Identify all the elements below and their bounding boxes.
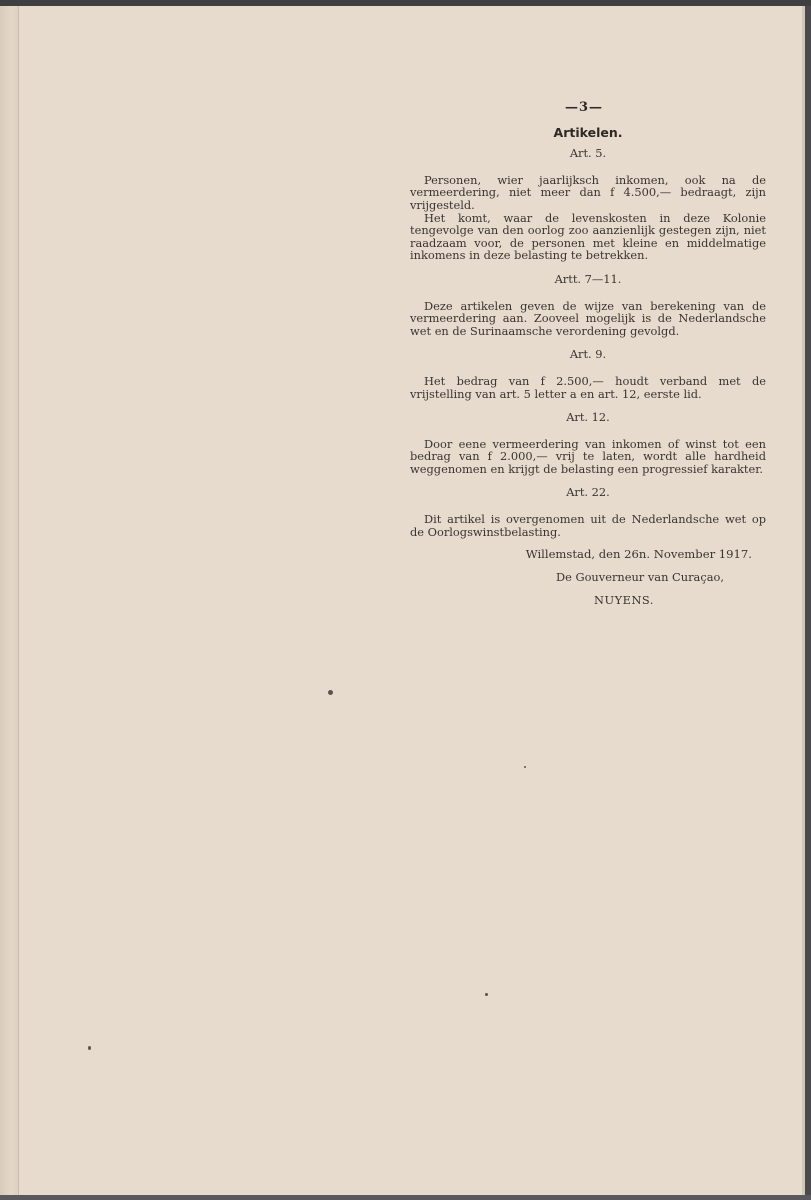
- article-paragraph: Door eene vermeerdering van inkomen of winst tot een bedrag van f 2.000,— vrij te laten, wordt alle hardheid weggenomen en krijgt de belasting een progressief karakter.: [410, 436, 766, 476]
- article-title: Art. 5.: [569, 146, 607, 161]
- signature: NUYENS.: [594, 593, 654, 608]
- paper-speck: [88, 1046, 91, 1050]
- paper-speck: [485, 993, 488, 996]
- article-paragraph: Dit artikel is overgenomen uit de Nederlandsche wet op de Oorlogswinstbelasting.: [410, 512, 766, 539]
- paper-speck: [328, 690, 333, 695]
- article-paragraph: Deze artikelen geven de wijze van berekening van de vermeerdering aan. Zooveel mogelijk is de Nederlandsche wet en de Surinaamsche verordening gevolgd.: [410, 298, 766, 338]
- article-title: Art. 22.: [566, 485, 610, 500]
- scan-top-edge: [0, 0, 811, 6]
- place-date: Willemstad, den 26n. November 1917.: [525, 547, 752, 562]
- paper-speck: [524, 766, 526, 768]
- article-title: Artt. 7—11.: [554, 271, 622, 286]
- page-number: —3—: [564, 100, 604, 115]
- document-text: [410, 102, 766, 607]
- section-heading: Artikelen.: [553, 124, 623, 140]
- article-paragraph: Personen, wier jaarlijksch inkomen, ook na de vermeerdering, niet meer dan f 4.500,— bedraagt, zijn vrijgesteld.: [410, 172, 766, 212]
- signoff: [410, 548, 766, 607]
- article-paragraph: Het komt, waar de levenskosten in deze Kolonie tengevolge van den oorlog zoo aanzienlijk gestegen zijn, niet raadzaam voor, de personen met kleine en middelmatige inkomens in deze belasting te betrekken.: [410, 210, 766, 263]
- scan-right-edge: [805, 6, 811, 1200]
- scan-bottom-edge: [0, 1195, 811, 1200]
- article-title: Art. 9.: [569, 347, 607, 362]
- article-paragraph: Het bedrag van f 2.500,— houdt verband met de vrijstelling van art. 5 letter a en art. 12, eerste lid.: [410, 373, 766, 401]
- binding-edge: [0, 6, 19, 1200]
- article-title: Art. 12.: [566, 410, 610, 425]
- governor-line: De Gouverneur van Curaçao,: [555, 569, 724, 584]
